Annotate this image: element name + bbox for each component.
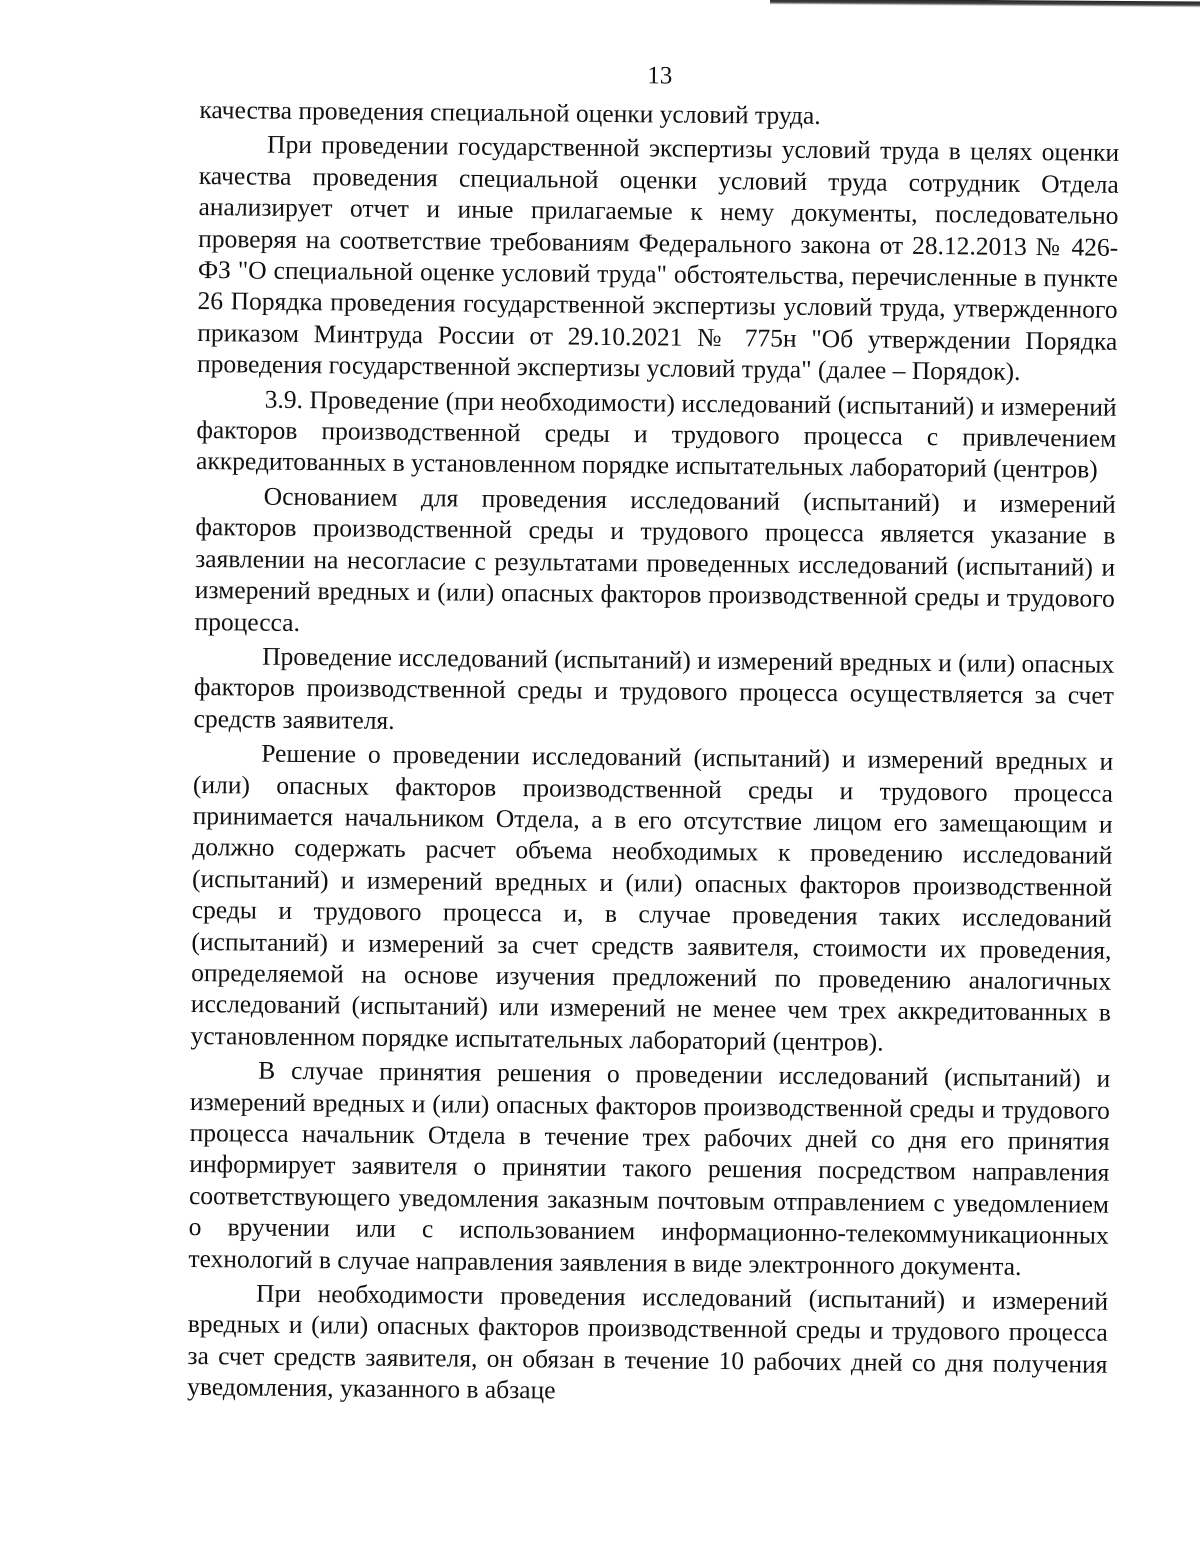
paragraph-expertise-procedure: При проведении государственной экспертизы условий труда в целях оценки качества проведения специальной оценки условий труда сотрудник Отдела анализирует отчет и иные прилагаемые к нему документы, последовательно проверяя на соответствие требованиям Федерального закона от 28.12.2013 № 426-ФЗ "О специальной оценке условий труда" обстоятельства, перечисленные в пункте 26 Порядка проведения государственной экспертизы условий труда, утвержденного приказом Минтруда России от 29.10.2021 № 775н "Об утверждении Порядка проведения государственной экспертизы условий труда" (далее – Порядок).	[196, 130, 1120, 387]
paragraph-funding: Проведение исследований (испытаний) и измерений вредных и (или) опасных факторов производственной среды и трудового процесса осуществляется за счет средств заявителя.	[193, 641, 1115, 735]
paragraph-notification: В случае принятия решения о проведении исследований (испытаний) и измерений вредных и (или) опасных факторов производственной среды и трудового процесса начальник Отдела в течение трех рабочих дней со дня его принятия информирует заявителя о принятии такого решения посредством направления соответствующего уведомления заказным почтовым отправлением с уведомлением о вручении или с использованием информационно-телекоммуникационных технологий в случае направления заявления в виде электронного документа.	[188, 1055, 1111, 1281]
section-heading-3-9: 3.9. Проведение (при необходимости) исследований (испытаний) и измерений факторов производственной среды и трудового процесса с привлечением аккредитованных в установленном порядке испытательных лабораторий (центров)	[195, 384, 1117, 485]
paragraph-grounds: Основанием для проведения исследований (испытаний) и измерений факторов производственной среды и трудового процесса является указание в заявлении на несогласие с результатами проведенных исследований (испытаний) и измерений вредных и (или) опасных факторов производственной среды и трудового процесса.	[194, 481, 1116, 637]
page-number: 13	[647, 62, 673, 90]
scan-edge-shadow	[770, 0, 1200, 8]
paragraph-decision: Решение о проведении исследований (испытаний) и измерений вредных и (или) опасных факторов производственной среды и трудового процесса принимается начальником Отдела, а в его отсутствие лицом его замещающим и должно содержать расчет объема необходимых к проведению исследований (испытаний) и измерений вредных и (или) опасных факторов производственной среды и трудового процесса и, в случае проведения таких исследований (испытаний) и измерений за счет средств заявителя, стоимости их проведения, определяемой на основе изучения предложений по проведению аналогичных исследований (испытаний) или измерений не менее чем трех аккредитованных в установленном порядке испытательных лабораторий (центров).	[190, 738, 1114, 1057]
paragraph-obligation: При необходимости проведения исследований (испытаний) и измерений вредных и (или) опасных факторов производственной среды и трудового процесса за счет средств заявителя, он обязан в течение 10 рабочих дней со дня получения уведомления, указанного в абзаце	[187, 1278, 1109, 1405]
paragraph-continuation: качества проведения специальной оценки условий труда.	[199, 94, 821, 130]
document-page	[187, 54, 1120, 1414]
